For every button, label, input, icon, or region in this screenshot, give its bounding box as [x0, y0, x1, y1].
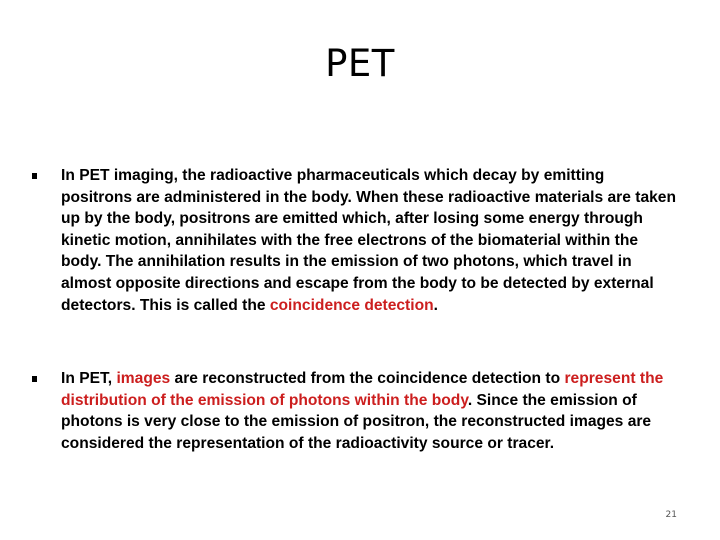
- bullet-2-segment: are reconstructed from the coincidence detection to: [170, 370, 565, 387]
- bullet-2-highlight: represent the distribution of the emission of photons within the body: [61, 370, 664, 409]
- bullet-1-segment: .: [433, 296, 438, 314]
- bullet-text-2: [61, 368, 679, 454]
- bullet-2-highlight: images: [116, 370, 171, 387]
- bullet-1-segment: In PET imaging, the radioactive pharmaceuticals which decay by emitting positrons are administered in the body. When these radioactive materials are taken up by the body, positrons are emitted which, after losing some energy through kinetic motion, annihilates with the free electrons of the biomaterial within the body. The annihilation results in the emission of two photons, which travel in almost opposite directions and escape from the body to be detected by external detectors. This is called the: [61, 167, 676, 314]
- bullet-1-highlight: coincidence detection: [269, 296, 434, 314]
- bullet-text-1: [61, 165, 679, 316]
- slide-title: PET: [325, 42, 395, 85]
- square-bullet-icon: [32, 376, 37, 382]
- bullet-2-segment: . Since the emission of photons is very close to the emission of positron, the reconstructed images are considered the representation of the radioactivity source or tracer.: [61, 391, 652, 452]
- square-bullet-icon: [32, 173, 37, 179]
- page-number: 21: [665, 510, 677, 520]
- bullet-2-segment: In PET,: [61, 370, 117, 387]
